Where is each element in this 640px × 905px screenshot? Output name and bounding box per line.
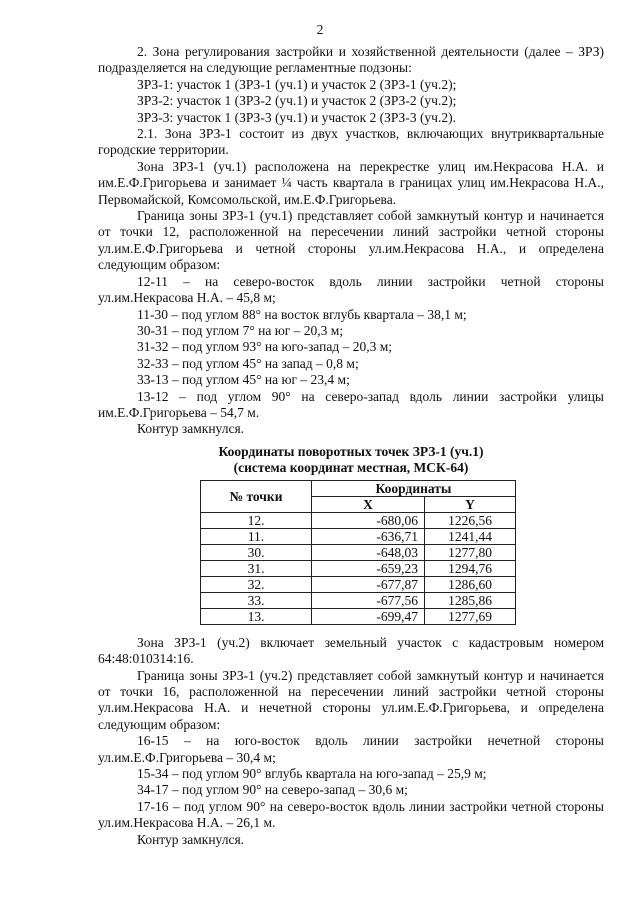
x-cell: -699,47 (312, 608, 425, 624)
top-paragraphs (98, 44, 604, 438)
paragraph: Граница зоны ЗРЗ-1 (уч.1) представляет собой замкнутый контур и начинается от точки 12, расположенной на пересечении линий застройки четной стороны ул.им.Е.Ф.Григорьева и четной стороны ул.им.Некрасова Н.А., и определена следующим образом: (98, 208, 604, 273)
table-row (201, 608, 516, 624)
table-row (201, 528, 516, 544)
paragraph: 15-34 – под углом 90° вглубь квартала на юго-запад – 25,9 м; (137, 766, 487, 781)
paragraph: 17-16 – под углом 90° на северо-восток вдоль линии застройки четной стороны ул.им.Некрасова Н.А. – 26,1 м. (98, 798, 604, 831)
paragraph: Зона ЗРЗ-1 (уч.1) расположена на перекрестке улиц им.Некрасова Н.А. и им.Е.Ф.Григорьева и занимает ¼ часть квартала в границах улиц им.Некрасова Н.А., Первомайской, Комсомольской, им.Е.Ф.Григорьева. (98, 158, 604, 207)
paragraph: 16-15 – на юго-восток вдоль линии застройки нечетной стороны ул.им.Е.Ф.Григорьева – 30,4 м; (98, 733, 604, 765)
point-cell: 32. (201, 576, 312, 592)
page-number: 2 (316, 22, 324, 37)
header-x: X (312, 496, 425, 512)
table-row (201, 592, 516, 608)
table-caption (98, 444, 604, 476)
paragraph: 13-12 – под углом 90° на северо-запад вдоль линии застройки улицы им.Е.Ф.Григорьева – 54,7 м. (98, 388, 604, 420)
table-row (201, 544, 516, 560)
y-cell: 1285,86 (425, 592, 516, 608)
paragraph: ЗРЗ-3: участок 1 (ЗРЗ-3 (уч.1) и участок 2 (ЗРЗ-3 (уч.2). (137, 109, 456, 125)
paragraph: Контур замкнулся. (137, 831, 245, 847)
table-row (201, 560, 516, 576)
table-body (201, 512, 516, 624)
bottom-paragraphs (98, 635, 604, 848)
paragraph: 2.1. Зона ЗРЗ-1 состоит из двух участков, включающих внутриквартальные городские территории. (98, 126, 604, 158)
paragraph: 12-11 – на северо-восток вдоль линии застройки четной стороны ул.им.Некрасова Н.А. – 45,8 м; (98, 273, 604, 306)
paragraph: 34-17 – под углом 90° на северо-запад – 30,6 м; (137, 782, 408, 798)
table-row (201, 576, 516, 592)
paragraph: Контур замкнулся. (137, 421, 245, 437)
coordinates-table (200, 480, 516, 625)
point-cell: 11. (201, 528, 312, 544)
paragraph: 30-31 – под углом 7° на юг – 20,3 м; (137, 322, 344, 338)
document-body (98, 44, 604, 848)
x-cell: -680,06 (312, 512, 425, 528)
y-cell: 1277,69 (425, 608, 516, 624)
paragraph: Граница зоны ЗРЗ-1 (уч.2) представляет собой замкнутый контур и начинается от точки 16, расположенной на пересечении линий застройки четной стороны ул.им.Некрасова Н.А. и нечетной стороны ул.им.Е.Ф.Григорьева, и определена следующим образом: (98, 667, 604, 732)
y-cell: 1277,80 (425, 544, 516, 560)
paragraph: 33-13 – под углом 45° на юг – 23,4 м; (137, 372, 350, 388)
header-point: № точки (201, 480, 312, 512)
paragraph: ЗРЗ-1: участок 1 (ЗРЗ-1 (уч.1) и участок 2 (ЗРЗ-1 (уч.2); (137, 76, 457, 92)
paragraph: Зона ЗРЗ-1 (уч.2) включает земельный участок с кадастровым номером 64:48:010314:16. (98, 634, 604, 667)
table-row (201, 512, 516, 528)
header-coordinates: Координаты (312, 480, 516, 496)
table-caption-line-2: (система координат местная, МСК-64) (233, 459, 469, 475)
point-cell: 12. (201, 512, 312, 528)
y-cell: 1286,60 (425, 576, 516, 592)
y-cell: 1226,56 (425, 512, 516, 528)
paragraph: 32-33 – под углом 45° на запад – 0,8 м; (137, 355, 359, 371)
x-cell: -636,71 (312, 528, 425, 544)
paragraph: 2. Зона регулирования застройки и хозяйственной деятельности (далее – ЗРЗ) подразделяется на следующие регламентные подзоны: (98, 44, 604, 76)
paragraph: ЗРЗ-2: участок 1 (ЗРЗ-2 (уч.1) и участок 2 (ЗРЗ-2 (уч.2); (137, 93, 457, 109)
x-cell: -677,56 (312, 592, 425, 608)
x-cell: -677,87 (312, 576, 425, 592)
point-cell: 31. (201, 560, 312, 576)
y-cell: 1241,44 (425, 528, 516, 544)
point-cell: 33. (201, 592, 312, 608)
point-cell: 13. (201, 608, 312, 624)
point-cell: 30. (201, 544, 312, 560)
table-caption-line-1: Координаты поворотных точек ЗРЗ-1 (уч.1) (218, 443, 484, 459)
header-y: Y (425, 496, 516, 512)
x-cell: -659,23 (312, 560, 425, 576)
y-cell: 1294,76 (425, 560, 516, 576)
x-cell: -648,03 (312, 544, 425, 560)
paragraph: 31-32 – под углом 93° на юго-запад – 20,3 м; (137, 339, 392, 355)
paragraph: 11-30 – под углом 88° на восток вглубь квартала – 38,1 м; (137, 306, 467, 322)
